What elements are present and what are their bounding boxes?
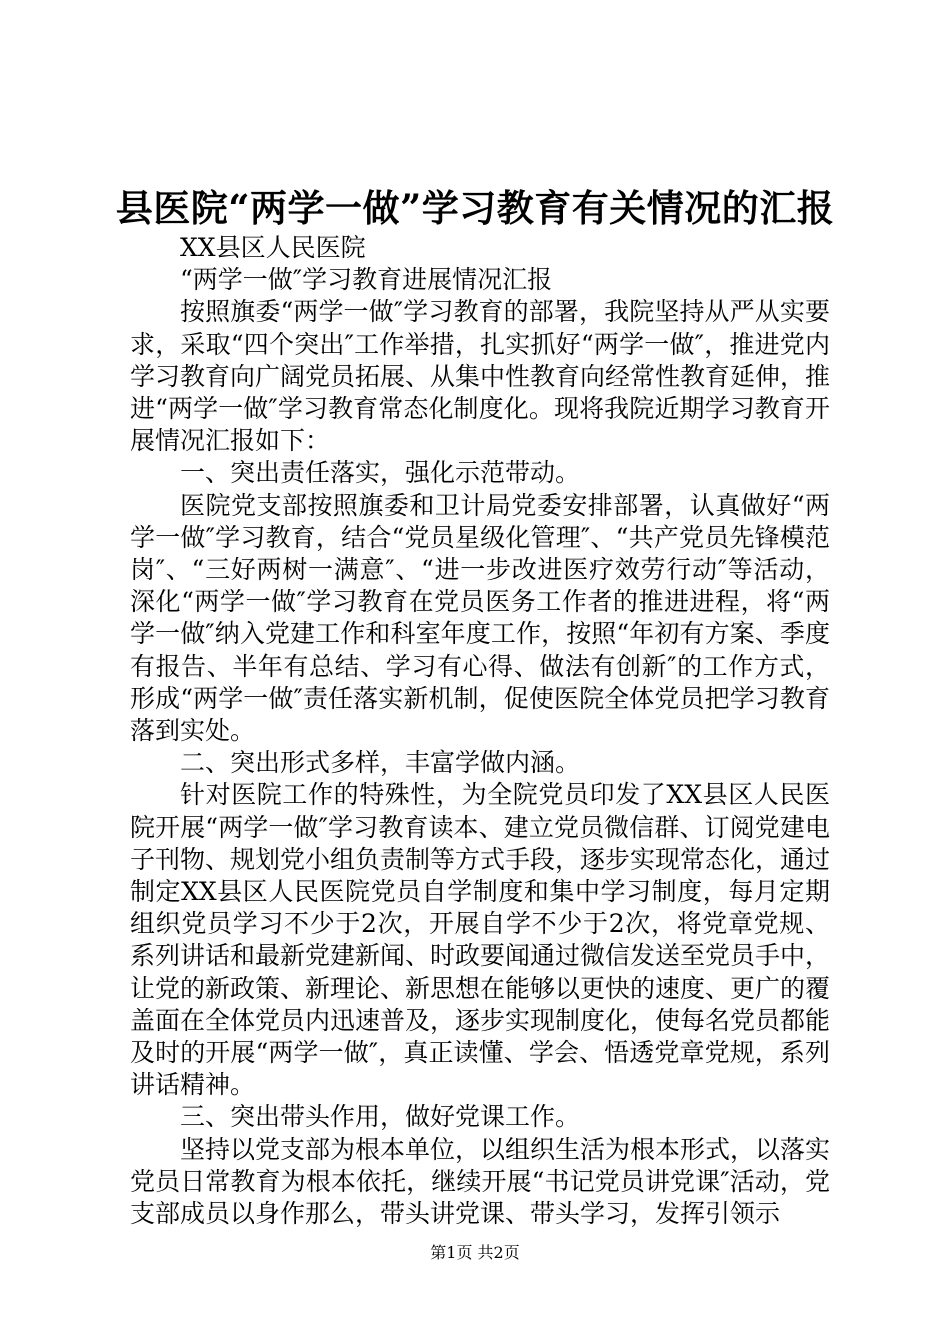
paragraph-section-2: 针对医院工作的特殊性，为全院党员印发了XX县区人民医院开展“两学一做″学习教育读本、建立党员微信群、订阅党建电子刊物、规划党小组负责制等方式手段，逐步实现常态化，通过制定XX县区人民医院党员自学制度和集中学习制度，每月定期组织党员学习不少于2次，开展自学不少于2次，将党章党规、系列讲话和最新党建新闻、时政要闻通过微信发送至党员手中，让党的新政策、新理论、新思想在能够以更快的速度、更广的覆盖面在全体党员内迅速普及，逐步实现制度化，使每名党员都能及时的开展“两学一做″，真正读懂、学会、悟透党章党规，系列讲话精神。: [130, 780, 831, 1100]
section-heading-3: 三、突出带头作用，做好党课工作。: [180, 1102, 581, 1132]
paragraph-intro: 按照旗委“两学一做″学习教育的部署，我院坚持从严从实要求，采取“四个突出″工作举措，扎实抓好“两学一做″，推进党内学习教育向广阔党员拓展、从集中性教育向经常性教育延伸，推进“两学一做″学习教育常态化制度化。现将我院近期学习教育开展情况汇报如下：: [130, 297, 831, 456]
section-heading-1: 一、突出责任落实，强化示范带动。: [180, 458, 581, 488]
paragraph-section-3: 坚持以党支部为根本单位，以组织生活为根本形式，以落实党员日常教育为根本依托，继续开展“书记党员讲党课″活动，党支部成员以身作那么，带头讲党课、带头学习，发挥引领示: [130, 1134, 831, 1229]
paragraph-organization: XX县区人民医院: [180, 233, 366, 262]
paragraph-section-1: 医院党支部按照旗委和卫计局党委安排部署，认真做好“两学一做″学习教育，结合“党员星级化管理″、“共产党员先锋模范岗″、“三好两树一满意″、“进一步改进医疗效劳行动″等活动，深化“两学一做″学习教育在党员医务工作者的推进进程，将“两学一做″纳入党建工作和科室年度工作，按照“年初有方案、季度有报告、半年有总结、学习有心得、做法有创新″的工作方式，形成“两学一做″责任落实新机制，促使医院全体党员把学习教育落到实处。: [130, 490, 830, 746]
document-body: [130, 232, 830, 1230]
paragraph-subtitle: “两学一做″学习教育进展情况汇报: [180, 265, 553, 295]
page-footer: 第1页 共2页: [430, 1243, 520, 1262]
document-title: 县医院“两学一做”学习教育有关情况的汇报: [115, 186, 835, 230]
section-heading-2: 二、突出形式多样，丰富学做内涵。: [180, 748, 581, 778]
